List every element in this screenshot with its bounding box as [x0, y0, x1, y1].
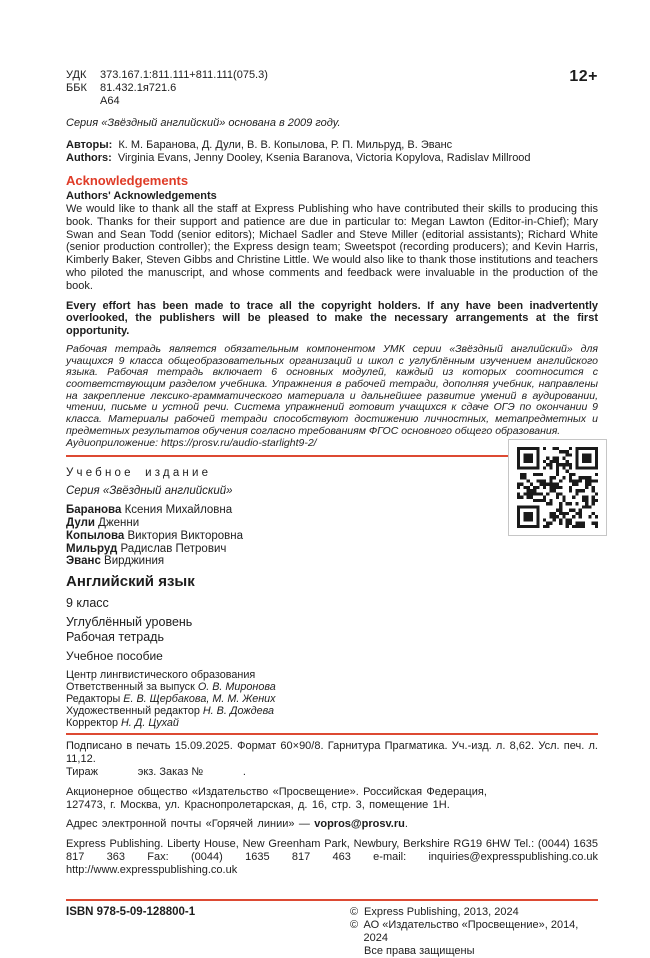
annotation-paragraph: Рабочая тетрадь является обязательным компонентом УМК серии «Звёздный английский» для учащихся 9 класса общеобразовательных организаций и школ с углублённым изучением английского языка. Рабочая тетрадь включает 6 основных модулей, каждый из которых соотносится с соответствующим разделом учебника. Упражнения в рабочей тетради, дополняя учебник, направлены на закрепление лексико-грамматического материала и дальнейшее развитие умений в аудировании, чтении, письме и устной речи. Система упражнений готовит учащихся к сдаче ОГЭ по окончании 9 класса. Материалы рабочей тетради способствуют достижению личностных, метапредметных и предметных результатов обучения согласно требованиям ФГОС основного общего образования. — [66, 342, 598, 437]
production-credits — [66, 669, 598, 729]
hotline-email: vopros@prosv.ru — [314, 818, 405, 831]
level-group — [66, 615, 598, 644]
print-run-line: Тираж экз. Заказ № . — [66, 766, 246, 779]
book-type-line: Рабочая тетрадь — [66, 629, 164, 644]
copyright-column — [350, 906, 598, 958]
qr-code — [508, 439, 607, 536]
author-row: Эванс Вирджиния — [66, 555, 165, 568]
authors-ru-label: Авторы: — [66, 139, 113, 151]
isbn-number: ISBN 978-5-09-128800-1 — [66, 906, 196, 919]
credit-row: Ответственный за выпуск О. В. Миронова — [66, 681, 276, 694]
bbk-value: 81.432.1я721.6 — [100, 82, 177, 94]
age-rating-badge: 12+ — [569, 68, 598, 85]
edition-type-label: Учебное издание — [66, 467, 212, 480]
author-index-code: А64 — [100, 95, 120, 107]
author-row: Дули Дженни — [66, 517, 140, 530]
copyright-holders-note: Every effort has been made to trace all the copyright holders. If any have been inadvertently overlooked, the publishers will be pleased to make the necessary arrangements at the first opportunity. — [66, 299, 598, 338]
acknowledgements-paragraph: We would like to thank all the staff at Express Publishing who have contributed their skills to producing this book. Thanks for their support and patience are due in particular to: Megan Lawton (Editor-in-Chief); Mary Swan and Sean Todd (senior editors); Michael Sadler and Steve Miller (editorial assistants); Richard White (senior production controller); the Express design team; Sweetspot (recording producers); and Kevin Harris, Kimberly Baker, Steven Gibbs and Christine Little. We would also like to thank those institutions and teachers who piloted the manuscript, and whose comments and feedback were invaluable in the production of the book. — [66, 203, 598, 292]
udk-value: 373.167.1:811.111+811.111(075.3) — [100, 69, 268, 81]
footer-row — [66, 906, 598, 958]
hotline-email-line: Адрес электронной почты «Горячей линии» — vopros@prosv.ru. — [66, 818, 408, 831]
authors-en-label: Authors: — [66, 152, 112, 164]
credit-row: Редакторы Е. В. Щербакова, М. М. Жених — [66, 693, 276, 706]
credit-row: Художественный редактор Н. В. Дождева — [66, 705, 275, 718]
edition-kind-line: Учебное пособие — [66, 649, 163, 664]
credit-row: Корректор Н. Д. Цухай — [66, 717, 179, 730]
print-data-line: Подписано в печать 15.09.2025. Формат 60×90/8. Гарнитура Прагматика. Уч.-изд. л. 8,62. Усл. печ. л. 11,12. — [66, 740, 598, 766]
copyright-symbol: © — [350, 919, 359, 932]
copyright-row: Все права защищены — [364, 945, 475, 958]
author-row: Копылова Виктория Викторовна — [66, 529, 243, 542]
express-publishing-contact-line: Express Publishing. Liberty House, New Greenham Park, Newbury, Berkshire RG19 6HW Tel.: (0044) 1635 817 363 Fax: (0044) 1635 817 463 e-mail: inquiries@expresspublishing.co.uk http://www.expresspublishing.co.uk — [66, 838, 598, 877]
authors-acknowledgements-subheading: Authors' Acknowledgements — [66, 190, 217, 202]
divider-rule-middle — [66, 733, 598, 735]
author-row: Мильруд Радислав Петрович — [66, 542, 227, 555]
publisher-address-line: 127473, г. Москва, ул. Краснопролетарская, д. 16, стр. 3, помещение 1Н. — [66, 799, 450, 812]
author-row: Баранова Ксения Михайловна — [66, 504, 233, 517]
subject-title: Английский язык — [66, 573, 195, 591]
udk-label: УДК — [66, 69, 87, 81]
series-founded-note: Серия «Звёздный английский» основана в 2009 году. — [66, 117, 341, 129]
authors-en-names: Virginia Evans, Jenny Dooley, Ksenia Baranova, Victoria Kopylova, Radislav Millrood — [117, 152, 531, 164]
edition-series-label: Серия «Звёздный английский» — [66, 485, 233, 498]
authors-ru-names: К. М. Баранова, Д. Дули, В. В. Копылова, Р. П. Мильруд, В. Эванс — [118, 139, 453, 151]
bbk-label: ББК — [66, 82, 87, 94]
imprint-page — [66, 68, 598, 958]
copyright-symbol: © — [350, 906, 359, 919]
print-data-block — [66, 740, 598, 779]
level-line: Углублённый уровень — [66, 615, 193, 630]
annotation-block — [66, 344, 598, 449]
bibliographic-header — [66, 69, 598, 108]
audio-supplement-line: Аудиоприложение: https://prosv.ru/audio-starlight9-2/ — [66, 436, 317, 449]
authors-line-ru — [66, 139, 598, 152]
copyright-row: © Express Publishing, 2013, 2024 — [350, 906, 519, 919]
authors-line-en — [66, 152, 598, 165]
publisher-line: Акционерное общество «Издательство «Просвещение». Российская Федерация, — [66, 786, 487, 799]
acknowledgements-heading: Acknowledgements — [66, 173, 189, 188]
publisher-address-block — [66, 786, 598, 812]
classification-codes — [66, 69, 268, 108]
copyright-row: © АО «Издательство «Просвещение», 2014, 2024 — [350, 919, 579, 945]
grade-line: 9 класс — [66, 596, 109, 611]
center-line: Центр лингвистического образования — [66, 669, 256, 682]
divider-rule-bottom — [66, 899, 598, 901]
